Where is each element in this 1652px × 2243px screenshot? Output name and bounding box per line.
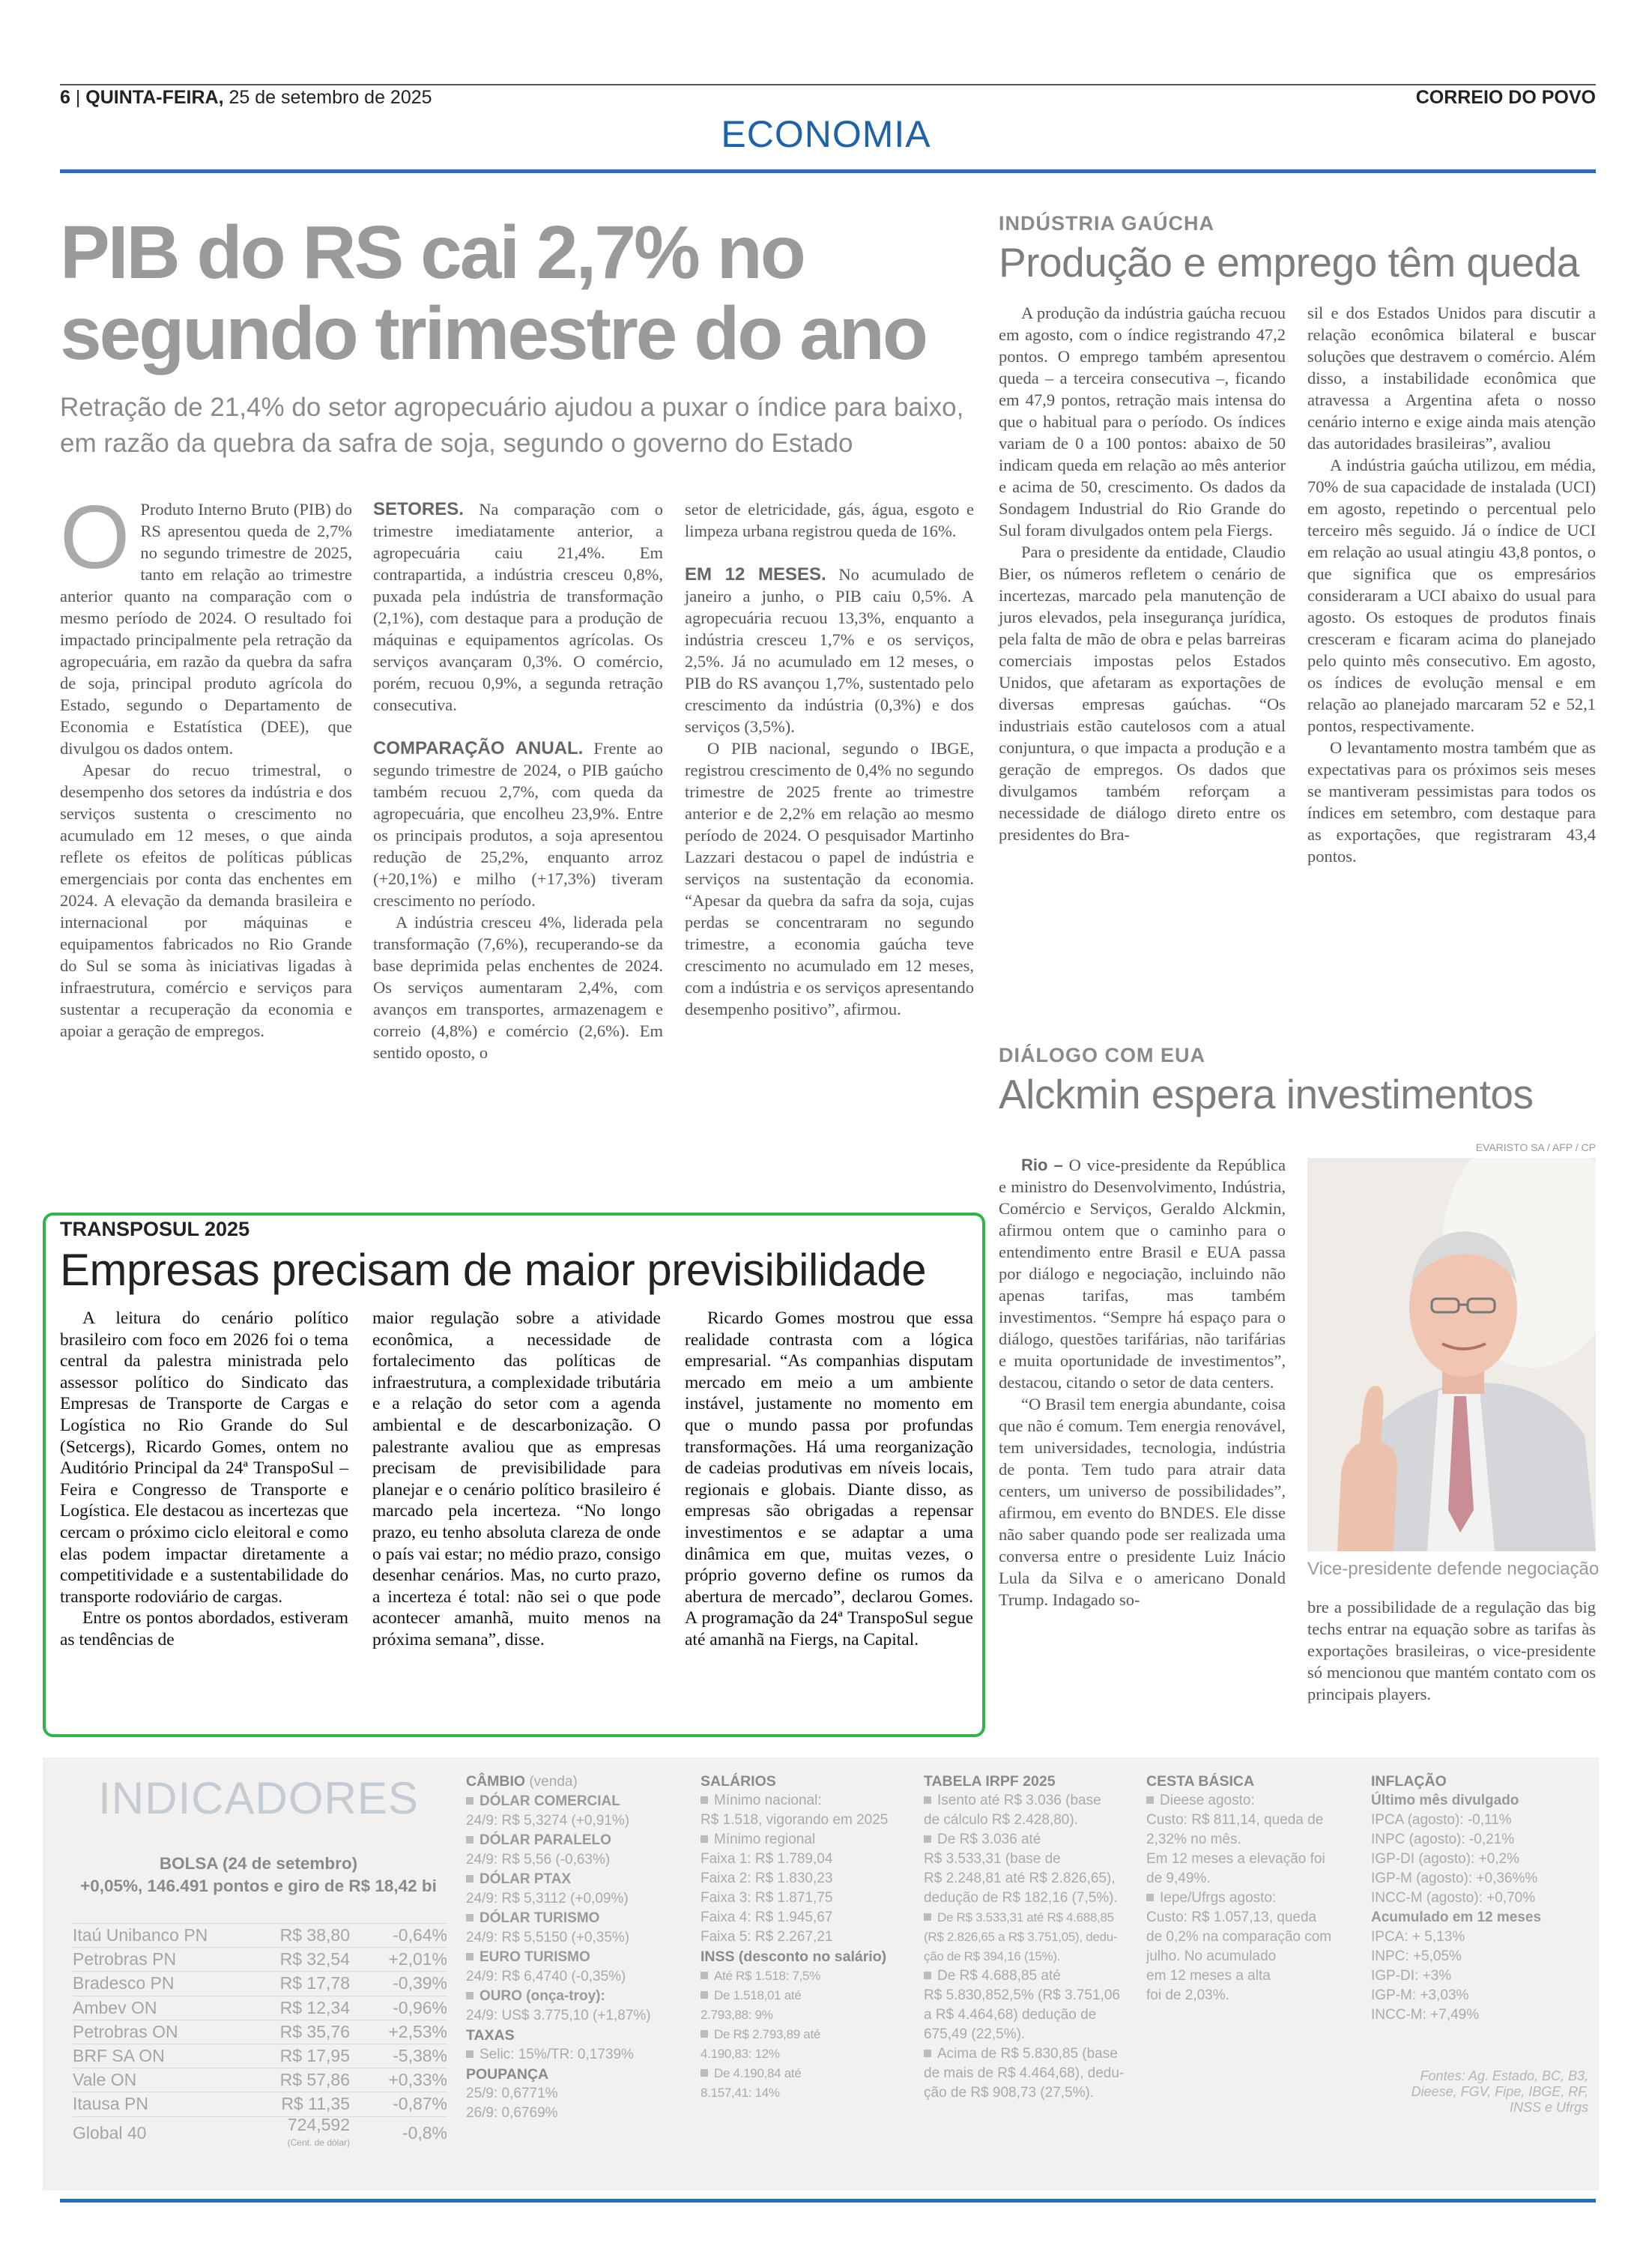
date: 25 de setembro de 2025: [229, 87, 432, 108]
bottom-rule: [60, 2199, 1596, 2203]
faixa-value: Faixa 3: R$ 1.871,75: [701, 1890, 833, 1906]
indicators-title: INDICADORES: [98, 1773, 419, 1823]
stock-name: Itaú Unibanco PN: [73, 1924, 260, 1948]
stock-price: R$ 17,95: [260, 2044, 350, 2068]
inss-value: De 4.190,84 até: [714, 2066, 802, 2080]
salario-label: Mínimo nacional:: [714, 1793, 822, 1808]
transposul-column-1: [60, 1308, 348, 1651]
bullet-icon: [466, 1797, 473, 1805]
cesta-line: Em 12 meses a elevação foi: [1146, 1851, 1325, 1867]
bullet-icon: [1146, 1894, 1154, 1901]
cambio-value: 24/9: R$ 5,3112 (+0,09%): [466, 1891, 629, 1907]
alckmin-column-2: [1307, 1596, 1596, 1705]
inss-value: Até R$ 1.518: 7,5%: [714, 1969, 821, 1983]
page-folio: 6 | QUINTA-FEIRA, 25 de setembro de 2025: [60, 87, 432, 108]
inflacao-value: IPCA: + 5,13%: [1371, 1929, 1465, 1945]
bullet-icon: [924, 1913, 931, 1921]
stock-price: 724,592: [287, 2114, 350, 2134]
stock-name: Petrobras PN: [73, 1948, 260, 1972]
irpf-line: ção de R$ 394,16 (15%).: [924, 1949, 1061, 1963]
main-column-2: [373, 498, 663, 1063]
stock-change: -0,64%: [350, 1924, 447, 1948]
stock-name: Ambev ON: [73, 1996, 260, 2020]
table-row: [73, 1972, 447, 1996]
salario-label: Mínimo regional: [714, 1832, 816, 1847]
alckmin-photo: [1307, 1158, 1596, 1551]
inflacao-value: INPC (agosto): -0,21%: [1371, 1832, 1515, 1847]
irpf-line: De R$ 4.688,85 até: [937, 1968, 1061, 1984]
paragraph: A indústria cresceu 4%, liderada pela transformação (7,6%), recuperando-se da base deprimida pelas enchentes de 2024. Os serviços aumentaram 2,4%, com avanços em transportes, armazenagem e correio (4,8%) e comércio (2,6%). Em sentido oposto, o: [373, 913, 663, 1062]
inflacao-value: INCC-M (agosto): +0,70%: [1371, 1890, 1536, 1906]
alckmin-photo-illustration: [1307, 1158, 1596, 1551]
bullet-icon: [466, 2050, 473, 2058]
stock-price: R$ 17,78: [260, 1972, 350, 1996]
paragraph: “O Brasil tem energia abundante, coisa que não é comum. Tem energia renovável, tem universidades, tecnologia, indústria de ponta. Tem tudo para atrair data centers, um universo de possibilidades”, afirmou, em evento do BNDES. Ele disse não saber quando pode ser realizada uma conversa entre o presidente Luiz Inácio Lula da Silva e o americano Donald Trump. Indagado so-: [999, 1395, 1286, 1609]
table-row: [73, 1924, 447, 1948]
irpf-title: TABELA IRPF 2025: [924, 1773, 1056, 1790]
stock-price: R$ 57,86: [260, 2068, 350, 2092]
inflacao-value: IPCA (agosto): -0,11%: [1371, 1812, 1512, 1828]
stock-change: -0,8%: [350, 2116, 447, 2150]
inss-title: INSS (desconto no salário): [701, 1948, 887, 1965]
transposul-headline: Empresas precisam de maior previsibilidade: [60, 1245, 927, 1295]
cesta-line: 2,32% no mês.: [1146, 1832, 1241, 1847]
salarios-column: [701, 1772, 907, 2103]
industria-headline: Produção e emprego têm queda: [999, 239, 1579, 286]
cambio-label: DÓLAR PTAX: [479, 1871, 572, 1887]
bullet-icon: [466, 1875, 473, 1883]
faixa-value: Faixa 4: R$ 1.945,67: [701, 1910, 833, 1925]
paragraph: A produção da indústria gaúcha recuou em agosto, com o índice registrando 47,2 pontos. O emprego também apresentou queda – a terceira consecutiva –, ficando em 47,9 pontos, retração mais intensa do que o habitual para o período. Os índices variam de 0 a 100 pontos: abaixo de 50 indicam queda em relação ao mês anterior e acima de 50, crescimento. Os dados da Sondagem Industrial do Rio Grande do Sul foram divulgados ontem pela Fiergs.: [999, 304, 1286, 540]
stock-name: Petrobras ON: [73, 2020, 260, 2044]
inflacao-value: IGP-DI (agosto): +0,2%: [1371, 1851, 1519, 1867]
stock-name: BRF SA ON: [73, 2044, 260, 2068]
bullet-icon: [924, 1972, 931, 1979]
irpf-line: R$ 5.830,852,5% (R$ 3.751,06: [924, 1987, 1120, 2003]
main-column-1: [60, 487, 352, 1042]
table-row: [73, 2020, 447, 2044]
inflacao-value: INCC-M: +7,49%: [1371, 2007, 1480, 2023]
irpf-line: dedução de R$ 182,16 (7,5%).: [924, 1890, 1118, 1906]
paragraph: A leitura do cenário político brasileiro com foco em 2026 foi o tema central da palestra ministrada pelo assessor político do Sindicato das Empresas de Transporte de Cargas e Logística no Rio Grande do Sul (Setcergs), Ricardo Gomes, ontem no Auditório Principal da 24ª TranspoSul – Feira e Congresso de Transporte e Logística. Ele destacou as incertezas que cercam o próximo ciclo eleitoral e como elas podem impactar diretamente a competitividade e a sustentabilidade do transporte rodoviário de cargas.: [60, 1308, 348, 1607]
paragraph: Frente ao segundo trimestre de 2024, o PIB gaúcho também recuou 2,7%, com queda da agropecuária, que encolheu 23,9%. Entre os principais produtos, a soja apresentou redução de 25,2%, enquanto arroz (+20,1%) e milho (+17,3%) tiveram crescimento no período.: [373, 739, 664, 910]
paragraph: Produto Interno Bruto (PIB) do RS apresentou queda de 2,7% no segundo trimestre de 2025, tanto em relação ao trimestre anterior quanto na comparação com o mesmo período de 2024. O resultado foi impactado principalmente pela retração da agropecuária, em razão da quebra da safra de soja, principal produto agrícola do Estado, segundo o Departamento de Economia e Estatística (DEE), que divulgou os dados ontem.: [60, 500, 352, 758]
cambio-column: [466, 1772, 672, 2123]
bullet-icon: [924, 2050, 931, 2057]
inss-value: 8.157,41: 14%: [701, 2086, 780, 2100]
photo-credit: EVARISTO SA / AFP / CP: [1475, 1141, 1596, 1153]
stock-change: -0,96%: [350, 1996, 447, 2020]
transposul-kicker: TRANSPOSUL 2025: [60, 1218, 250, 1240]
stock-exchange-title: [60, 1853, 457, 1898]
paragraph: Na comparação com o trimestre imediatamente anterior, a agropecuária caiu 21,4%. Em contrapartida, a indústria cresceu 0,8%, puxada pela indústria de transformação (2,1%), com destaque para a produção de máquinas e equipamentos agrícolas. Os serviços avançaram 0,3%. O comércio, porém, recuou 0,9%, a segunda retração consecutiva.: [373, 500, 664, 714]
paragraph: O levantamento mostra também que as expectativas para os próximos seis meses se mantiveram pessimistas para todos os índices em setembro, com destaque para as exportações, que registraram 43,4 pontos.: [1307, 738, 1596, 866]
page-number: 6: [60, 87, 70, 108]
stock-price: R$ 32,54: [260, 1948, 350, 1972]
table-row: [73, 2092, 447, 2116]
inflacao-title: INFLAÇÃO: [1371, 1773, 1447, 1790]
taxas-value: Selic: 15%/TR: 0,1739%: [479, 2047, 634, 2062]
table-row: [73, 1948, 447, 1972]
bullet-icon: [701, 1796, 708, 1804]
cesta-line: Custo: R$ 1.057,13, queda: [1146, 1910, 1317, 1925]
main-deck: Retração de 21,4% do setor agropecuário ajudou a puxar o índice para baixo, em razão da quebra da safra de soja, segundo o governo do Estado: [60, 393, 964, 458]
photo-caption: Vice-presidente defende negociação: [1307, 1559, 1600, 1579]
faixa-value: Faixa 2: R$ 1.830,23: [701, 1871, 833, 1886]
cesta-line: Dieese agosto:: [1160, 1793, 1255, 1808]
inflacao-column: [1371, 1772, 1577, 2025]
paragraph: A indústria gaúcha utilizou, em média, 70% de sua capacidade de instalada (UCI) em agosto, repetindo o percentual pelo terceiro mês seguido. Já o índice de UCI em relação ao usual atingiu 43,8 pontos, o que significa que os empresários consideraram a UCI abaixo do usual para agosto. Os estoques de produtos finais cresceram e ficaram acima do planejado pelo quinto mês consecutivo. Em agosto, os índices de evolução mensal e em relação ao planejado marcaram 52 e 52,1 pontos, respectivamente.: [1307, 456, 1596, 735]
stock-price-note: (Cent. de dólar): [287, 2137, 350, 2148]
stock-name: Global 40: [73, 2116, 260, 2150]
table-row: [73, 2068, 447, 2092]
irpf-line: 675,49 (22,5%).: [924, 2026, 1026, 2042]
paragraph: Entre os pontos abordados, estiveram as tendências de: [60, 1608, 348, 1649]
cesta-column: [1146, 1772, 1352, 2005]
stock-price: R$ 35,76: [260, 2020, 350, 2044]
cambio-value: 24/9: R$ 6,4740 (-0,35%): [466, 1969, 626, 1984]
cesta-line: foi de 2,03%.: [1146, 1987, 1229, 2003]
stock-price: R$ 12,34: [260, 1996, 350, 2020]
cambio-value: 24/9: US$ 3.775,10 (+1,87%): [466, 2008, 651, 2023]
paragraph: Para o presidente da entidade, Claudio Bier, os números refletem o cenário de incertezas, marcado pela manutenção de juros elevados, pela insegurança jurídica, pela falta de mão de obra e pelas barreiras comerciais impostas pelos Estados Unidos, que afetaram as exportações de diversas empresas gaúchas. “Os industriais estão cautelosos com a atual conjuntura, o que impacta a produção e a geração de empregos. Os dados que divulgamos também reforçam a necessidade de diálogo direto entre os presidentes do Bra-: [999, 543, 1286, 844]
irpf-line: de mais de R$ 4.464,68), dedu-: [924, 2065, 1125, 2081]
subhead-setores: SETORES.: [373, 499, 464, 519]
bullet-icon: [466, 1953, 473, 1960]
newspaper-name: CORREIO DO POVO: [1415, 87, 1596, 108]
stock-change: +0,33%: [350, 2068, 447, 2092]
inflacao-value: IGP-M (agosto): +0,36%%: [1371, 1871, 1538, 1886]
subhead-comparacao-anual: COMPARAÇÃO ANUAL.: [373, 738, 584, 758]
subhead-12-meses: EM 12 MESES.: [685, 564, 826, 585]
irpf-line: Acima de R$ 5.830,85 (base: [937, 2046, 1118, 2062]
poupanca-value: 25/9: 0,6771%: [466, 2086, 558, 2101]
alckmin-column-1: [999, 1154, 1286, 1610]
bullet-icon: [701, 1835, 708, 1843]
paragraph: bre a possibilidade de a regulação das big techs entrar na equação sobre as tarifas às exportações brasileiras, o vice-presidente só mencionou que mantém contato com os principais players.: [1307, 1598, 1596, 1703]
irpf-line: De R$ 3.036 até: [937, 1832, 1041, 1847]
bolsa-date: BOLSA (24 de setembro): [159, 1854, 358, 1873]
bullet-icon: [701, 2030, 708, 2038]
stock-price: R$ 11,35: [260, 2092, 350, 2116]
dateline: Rio –: [1021, 1156, 1063, 1174]
inss-value: 2.793,88: 9%: [701, 2008, 773, 2022]
cambio-title-note: (venda): [529, 1774, 578, 1790]
stock-change: +2,53%: [350, 2020, 447, 2044]
alckmin-headline: Alckmin espera investimentos: [999, 1071, 1534, 1117]
section-rule: [60, 169, 1596, 173]
section-title: ECONOMIA: [721, 113, 931, 155]
irpf-line: R$ 2.248,81 até R$ 2.826,65),: [924, 1871, 1116, 1886]
bullet-icon: [701, 1991, 708, 1999]
stock-change: -5,38%: [350, 2044, 447, 2068]
salarios-title: SALÁRIOS: [701, 1773, 776, 1790]
cambio-value: 24/9: R$ 5,3274 (+0,91%): [466, 1813, 630, 1829]
main-column-3: [685, 498, 974, 1020]
cesta-line: julho. No acumulado: [1146, 1948, 1277, 1964]
cesta-title: CESTA BÁSICA: [1146, 1773, 1255, 1790]
inss-value: De 1.518,01 até: [714, 1988, 802, 2002]
inflacao-subtitle: Último mês divulgado: [1371, 1793, 1519, 1808]
taxas-title: TAXAS: [466, 2027, 515, 2044]
faixa-value: Faixa 5: R$ 2.267,21: [701, 1929, 833, 1945]
irpf-column: [924, 1772, 1137, 2103]
weekday: QUINTA-FEIRA,: [85, 87, 224, 108]
stock-change: -0,87%: [350, 2092, 447, 2116]
cesta-line: em 12 meses a alta: [1146, 1968, 1271, 1984]
cambio-title: CÂMBIO: [466, 1773, 526, 1790]
drop-cap: O: [60, 487, 130, 588]
table-row: [73, 1996, 447, 2020]
paragraph: setor de eletricidade, gás, água, esgoto e limpeza urbana registrou queda de 16%.: [685, 500, 974, 540]
cambio-label: EURO TURISMO: [479, 1949, 590, 1965]
cambio-label: DÓLAR TURISMO: [479, 1910, 600, 1926]
stock-name: Bradesco PN: [73, 1972, 260, 1996]
cesta-line: de 0,2% na comparação com: [1146, 1929, 1332, 1945]
paragraph: Apesar do recuo trimestral, o desempenho dos setores da indústria e dos serviços sustenta o crescimento no acumulado em 12 meses, o que ainda reflete os efeitos de políticas públicas emergenciais por conta das enchentes em 2024. A elevação da demanda brasileira e internacional por máquinas e equipamentos fabricados no Rio Grande do Sul se soma às iniciativas ligadas à infraestrutura, comércio e serviços para sustentar a recuperação da economia e apoiar a geração de empregos.: [60, 761, 352, 1040]
stock-table: [73, 1923, 447, 2150]
bullet-icon: [924, 1835, 931, 1843]
sources-note: Fontes: Ag. Estado, BC, B3, Dieese, FGV, Fipe, IBGE, RF, INSS e Ufrgs: [1411, 2068, 1588, 2115]
irpf-line: De R$ 3.533,31 até R$ 4.688,85: [937, 1910, 1114, 1924]
salario-value: R$ 1.518, vigorando em 2025: [701, 1812, 889, 1828]
cesta-line: de 9,49%.: [1146, 1871, 1211, 1886]
table-row: [73, 2044, 447, 2068]
paragraph: O vice-presidente da República e ministro do Desenvolvimento, Indústria, Comércio e Serviços, Geraldo Alckmin, afirmou ontem que o caminho para o entendimento entre Brasil e EUA passa por diálogo e negociação, incluindo não apenas tarifas, mas também investimentos. “Sempre há espaço para o diálogo, questões tarifárias, não tarifárias e muita oportunidade de investimentos”, destacou, citando o setor de data centers.: [999, 1156, 1286, 1392]
irpf-line: ção de R$ 908,73 (27,5%).: [924, 2085, 1095, 2101]
stock-name: Itausa PN: [73, 2092, 260, 2116]
industria-kicker: INDÚSTRIA GAÚCHA: [999, 212, 1214, 235]
poupanca-value: 26/9: 0,6769%: [466, 2105, 558, 2121]
table-row: [73, 2116, 447, 2150]
stock-change: -0,39%: [350, 1972, 447, 1996]
cambio-value: 24/9: R$ 5,56 (-0,63%): [466, 1852, 611, 1868]
alckmin-kicker: DIÁLOGO COM EUA: [999, 1044, 1205, 1066]
paragraph: No acumulado de janeiro a junho, o PIB caiu 0,5%. A agropecuária recuou 13,3%, enquanto a indústria cresceu 1,7% e os serviços, 2,5%. Já no acumulado em 12 meses, o PIB do RS avançou 1,7%, sustentado pelo crescimento da indústria (0,3%) e dos serviços (3,5%).: [685, 565, 975, 736]
inss-value: 4.190,83: 12%: [701, 2047, 780, 2061]
cesta-line: Iepe/Ufrgs agosto:: [1160, 1890, 1277, 1906]
transposul-column-3: [685, 1308, 973, 1651]
bullet-icon: [1146, 1796, 1154, 1804]
bullet-icon: [466, 1992, 473, 1999]
cambio-label: DÓLAR COMERCIAL: [479, 1793, 620, 1809]
industria-column-1: [999, 302, 1286, 845]
stock-name: Vale ON: [73, 2068, 260, 2092]
stock-price: R$ 38,80: [260, 1924, 350, 1948]
bullet-icon: [466, 1836, 473, 1844]
bolsa-summary: +0,05%, 146.491 pontos e giro de R$ 18,42 bi: [80, 1877, 437, 1895]
inss-value: De R$ 2.793,89 até: [714, 2027, 821, 2041]
irpf-line: a R$ 4.464,68) dedução de: [924, 2007, 1097, 2023]
paragraph: maior regulação sobre a atividade econômica, a necessidade de fortalecimento das políticas de infraestrutura, a complexidade tributária e a relação do setor com a agenda ambiental e de descarbonização. O palestrante avaliou que as empresas precisam de previsibilidade para planejar e o cenário político brasileiro é marcado pela incerteza. “No longo prazo, eu tenho absoluta clareza de onde o país vai estar; no médio prazo, consigo desenhar cenários. Mas, no curto prazo, a incerteza é total: não sei o que pode acontecer amanhã, muito menos na próxima semana”, disse.: [372, 1308, 661, 1649]
paragraph: sil e dos Estados Unidos para discutir a relação econômica bilateral e buscar soluções que destravem o comércio. Além disso, a instabilidade econômica que atravessa a Argentina afeta o nosso cenário interno e exige ainda mais atenção das autoridades brasileiras”, avaliou: [1307, 304, 1596, 453]
cambio-value: 24/9: R$ 5,5150 (+0,35%): [466, 1930, 630, 1945]
industria-column-2: [1307, 302, 1596, 867]
paragraph: Ricardo Gomes mostrou que essa realidade contrasta com a lógica empresarial. “As companhias disputam mercado em meio a um ambiente instável, justamente no momento em que o mundo passa por profundas transformações. Há uma reorganização de cadeias produtivas em níveis locais, regionais e globais. Diante disso, as empresas são obrigadas a repensar investimentos e se adaptar a uma dinâmica em que, muitas vezes, o próprio governo define os rumos da abertura de mercado”, declarou Gomes. A programação da 24ª TranspoSul segue até amanhã na Fiergs, na Capital.: [685, 1308, 973, 1649]
bullet-icon: [701, 2069, 708, 2077]
stock-change: +2,01%: [350, 1948, 447, 1972]
bullet-icon: [466, 1914, 473, 1922]
main-headline: PIB do RS cai 2,7% no segundo trimestre do ano: [60, 211, 926, 375]
cesta-line: Custo: R$ 811,14, queda de: [1146, 1812, 1324, 1828]
top-rule: [60, 84, 1596, 85]
inflacao-subtitle: Acumulado em 12 meses: [1371, 1910, 1542, 1925]
irpf-line: (R$ 2.826,65 a R$ 3.751,05), dedu-: [924, 1930, 1118, 1944]
bullet-icon: [924, 1796, 931, 1804]
irpf-line: de cálculo R$ 2.428,80).: [924, 1812, 1078, 1828]
poupanca-title: POUPANÇA: [466, 2066, 549, 2083]
bullet-icon: [701, 1972, 708, 1979]
paragraph: O PIB nacional, segundo o IBGE, registrou crescimento de 0,4% no segundo trimestre de 2025 frente ao trimestre anterior e de 2,2% em relação ao mesmo período de 2024. O pesquisador Martinho Lazzari destacou o papel de indústria e serviços na sustentação da economia. “Apesar da quebra da safra da soja, cujas perdas se concentraram no segundo trimestre, a economia gaúcha teve crescimento no acumulado em 12 meses, com a indústria e os serviços apresentando desempenho positivo”, afirmou.: [685, 739, 974, 1018]
irpf-line: R$ 3.533,31 (base de: [924, 1851, 1061, 1867]
irpf-line: Isento até R$ 3.036 (base: [937, 1793, 1101, 1808]
inflacao-value: IGP-DI: +3%: [1371, 1968, 1452, 1984]
faixa-value: Faixa 1: R$ 1.789,04: [701, 1851, 833, 1867]
cambio-label: OURO (onça-troy):: [479, 1988, 605, 2004]
inflacao-value: IGP-M: +3,03%: [1371, 1987, 1469, 2003]
transposul-column-2: [372, 1308, 661, 1651]
inflacao-value: INPC: +5,05%: [1371, 1948, 1462, 1964]
cambio-label: DÓLAR PARALELO: [479, 1832, 611, 1848]
